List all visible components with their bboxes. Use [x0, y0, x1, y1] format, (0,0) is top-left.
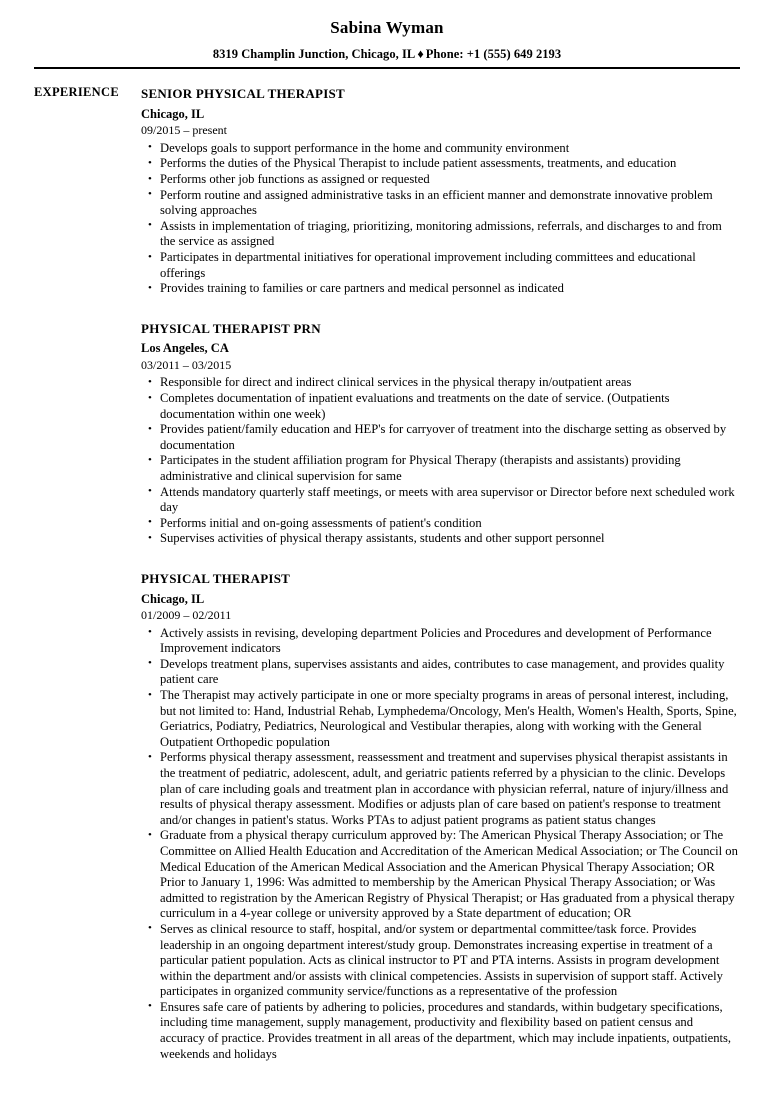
job-title: PHYSICAL THERAPIST PRN: [141, 320, 321, 336]
bullet-item: • Supervises activities of physical therapy assistants, students and other support personnel: [141, 531, 740, 547]
bullet-item: • Attends mandatory quarterly staff meetings, or meets with area supervisor or Director before next scheduled work day: [141, 485, 740, 516]
job-location: Los Angeles, CA: [141, 341, 229, 356]
bullet-item: • Develops treatment plans, supervises assistants and aides, contributes to case management, and provides quality patient care: [141, 657, 740, 688]
job-dates: 03/2011 – 03/2015: [141, 357, 232, 372]
candidate-name: Sabina Wyman: [330, 18, 444, 37]
bullet-item: • Develops goals to support performance in the home and community environment: [141, 141, 740, 157]
job-dates: 09/2015 – present: [141, 123, 227, 138]
bullet-item: • Serves as clinical resource to staff, hospital, and/or system or departmental committee/task force. Provides leadership in an ongoing department interest/study group. Demonstrates increasing expertise in treatment of a particular patient population. Acts as clinical instructor to PT and PTA interns. Assists in program development within the department and/or assists with clinical competencies. Assists in supervision of support staff. Actively participates in organized community service/functions as a representative of the profession: [141, 922, 740, 1000]
bullet-item: • Actively assists in revising, developing department Policies and Procedures and development of Performance Improvement indicators: [141, 626, 740, 657]
bullet-item: • Performs physical therapy assessment, reassessment and treatment and supervises physical therapist assistants in the treatment of pediatric, adolescent, adult, and geriatric patients referred by a physician to the clinic. Develops plan of care including goals and treatment plan in accordance with physician referral, nature of injury/illness and results of physical therapy assessment. Modifies or adjusts plan of care based on patient's response to treatment and/or changes in patient's status. Works PTAs to adjust patient programs as patient status changes: [141, 750, 740, 828]
job-entry: [141, 85, 740, 297]
bullet-item: • Participates in departmental initiatives for operational improvement including committees and educational offerings: [141, 250, 740, 281]
bullet-item: • Provides patient/family education and HEP's for carryover of treatment into the discharge setting as observed by documentation: [141, 422, 740, 453]
job-bullet-list: [141, 141, 740, 297]
job-title: SENIOR PHYSICAL THERAPIST: [141, 86, 345, 102]
contact-line: [0, 38, 774, 62]
bullet-item: • Completes documentation of inpatient evaluations and treatments on the date of service. (Outpatients documentation within one week): [141, 391, 740, 422]
bullet-item: • Performs initial and on-going assessments of patient's condition: [141, 516, 740, 532]
job-location: Chicago, IL: [141, 106, 205, 121]
diamond-separator-icon: ♦: [417, 47, 424, 62]
bullet-item: • Assists in implementation of triaging, prioritizing, monitoring admissions, referrals, and discharges to and from the service as assigned: [141, 219, 740, 250]
bullet-item: • Participates in the student affiliation program for Physical Therapy (therapists and assistants) providing administrative and clinical supervision for same: [141, 453, 740, 484]
bullet-item: • Responsible for direct and indirect clinical services in the physical therapy in/outpatient areas: [141, 375, 740, 391]
job-title: PHYSICAL THERAPIST: [141, 571, 291, 586]
bullet-item: • Ensures safe care of patients by adhering to policies, procedures and standards, within budgetary specifications, including time management, supply management, productivity and flexibility based on patient census and accuracy of practice. Provides treatment in all areas of the department, which may include inpatients, outpatients, weekends and holidays: [141, 1000, 740, 1062]
bullet-item: • Graduate from a physical therapy curriculum approved by: The American Physical Therapy Association; or The Committee on Allied Health Education and Accreditation of the American Medical Association; or The Council on Medical Education of the American Medical Association and the American Physical Therapy Association; OR Prior to January 1, 1996: Was admitted to membership by the American Physical Therapy Association; or Was admitted to registration by the American Registry of Physical Therapist; or Has graduated from a physical therapy curriculum in a 4-year college or university approved by a State department of education; OR: [141, 828, 740, 922]
bullet-item: • Performs the duties of the Physical Therapist to include patient assessments, treatments, and education: [141, 156, 740, 172]
bullet-item: • Perform routine and assigned administrative tasks in an efficient manner and demonstrate innovative problem solving approaches: [141, 188, 740, 219]
experience-content-column: [141, 85, 774, 1062]
job-entry: [141, 320, 740, 547]
section-label-column: [0, 85, 141, 100]
job-entry: [141, 570, 740, 1062]
section-label-experience: EXPERIENCE: [34, 85, 119, 100]
job-location: Chicago, IL: [141, 591, 205, 606]
job-dates: 01/2009 – 02/2011: [141, 608, 232, 623]
bullet-item: • Performs other job functions as assigned or requested: [141, 172, 740, 188]
job-bullet-list: [141, 626, 740, 1063]
contact-address: 8319 Champlin Junction, Chicago, IL: [212, 47, 416, 62]
resume-header: [0, 0, 774, 69]
job-bullet-list: [141, 375, 740, 547]
bullet-item: • The Therapist may actively participate in one or more specialty programs in areas of personal interest, including, but not limited to: Hand, Industrial Rehab, Lymphedema/Oncology, Men's Health, Women's Health, Sports, Spine, Geriatrics, Podiatry, Pediatrics, Neurological and Vestibular therapies, along with working with the General Outpatient Orthopedic population: [141, 688, 740, 750]
bullet-item: • Provides training to families or care partners and medical personnel as indicated: [141, 281, 740, 297]
contact-phone: Phone: +1 (555) 649 2193: [425, 47, 562, 62]
resume-body: [0, 69, 774, 1062]
